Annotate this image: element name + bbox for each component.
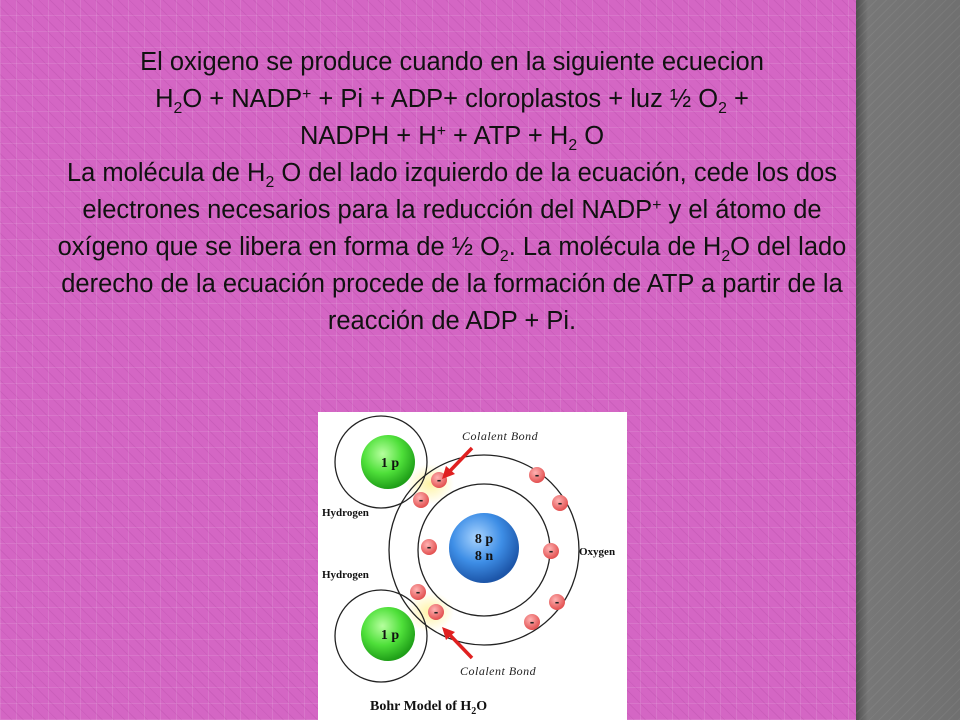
svg-text:-: - bbox=[534, 467, 540, 482]
covalent-bond-label-top: Colalent Bond bbox=[462, 429, 539, 443]
electron bbox=[421, 539, 437, 555]
hydrogen-label-top: Hydrogen bbox=[322, 507, 369, 519]
electron bbox=[529, 467, 545, 483]
proton-label-top: 1 p bbox=[380, 456, 400, 471]
explanation-paragraph: La molécula de $H_2$ O del lado izquierdo de la ecuación, cede los dos electrones necesarios para la reducción del NADP+ y el átomo de oxígeno que se libera en forma de ½ $O_2$. La molécula de $H_2O$ del lado derecho de la ecuación procede de la formación de ATP a partir de la reacción de ADP + Pi. bbox=[57, 159, 847, 335]
side-bar bbox=[856, 0, 960, 720]
svg-text:-: - bbox=[548, 543, 554, 558]
svg-text:-: - bbox=[554, 594, 560, 609]
svg-text:-: - bbox=[529, 614, 535, 629]
oxygen-nucleus bbox=[449, 513, 519, 583]
oxygen-label: Oxygen bbox=[579, 546, 616, 558]
svg-text:-: - bbox=[433, 604, 439, 619]
nucleus-protons-label: 8 p bbox=[474, 532, 494, 547]
svg-text:-: - bbox=[436, 472, 442, 487]
svg-text:-: - bbox=[415, 584, 421, 599]
text-block bbox=[48, 44, 856, 340]
electron bbox=[410, 584, 426, 600]
electron bbox=[543, 543, 559, 559]
equation-text: El oxigeno se produce cuando en la siguiente ecuecion $H_2O$ + NADP+ + Pi + ADP+ cloroplastos + luz ½ $O_2$ + NADPH + H+ + ATP + $H_2$ O bbox=[140, 48, 764, 154]
electron bbox=[549, 594, 565, 610]
electron bbox=[428, 604, 444, 620]
svg-text:-: - bbox=[557, 495, 563, 510]
nucleus-neutrons-label: 8 n bbox=[474, 549, 494, 564]
covalent-bond-label-bottom: Colalent Bond bbox=[460, 664, 537, 678]
arrow-bottom bbox=[442, 627, 472, 658]
hydrogen-label-bottom: Hydrogen bbox=[322, 569, 369, 581]
svg-text:-: - bbox=[418, 492, 424, 507]
bohr-model-diagram bbox=[318, 412, 627, 720]
svg-text:-: - bbox=[426, 539, 432, 554]
arrow-top bbox=[442, 448, 472, 479]
proton-label-bottom: 1 p bbox=[380, 628, 400, 643]
electron bbox=[524, 614, 540, 630]
diagram-caption: Bohr Model of $H_2O$ bbox=[370, 699, 488, 717]
electron bbox=[552, 495, 568, 511]
electron bbox=[413, 492, 429, 508]
